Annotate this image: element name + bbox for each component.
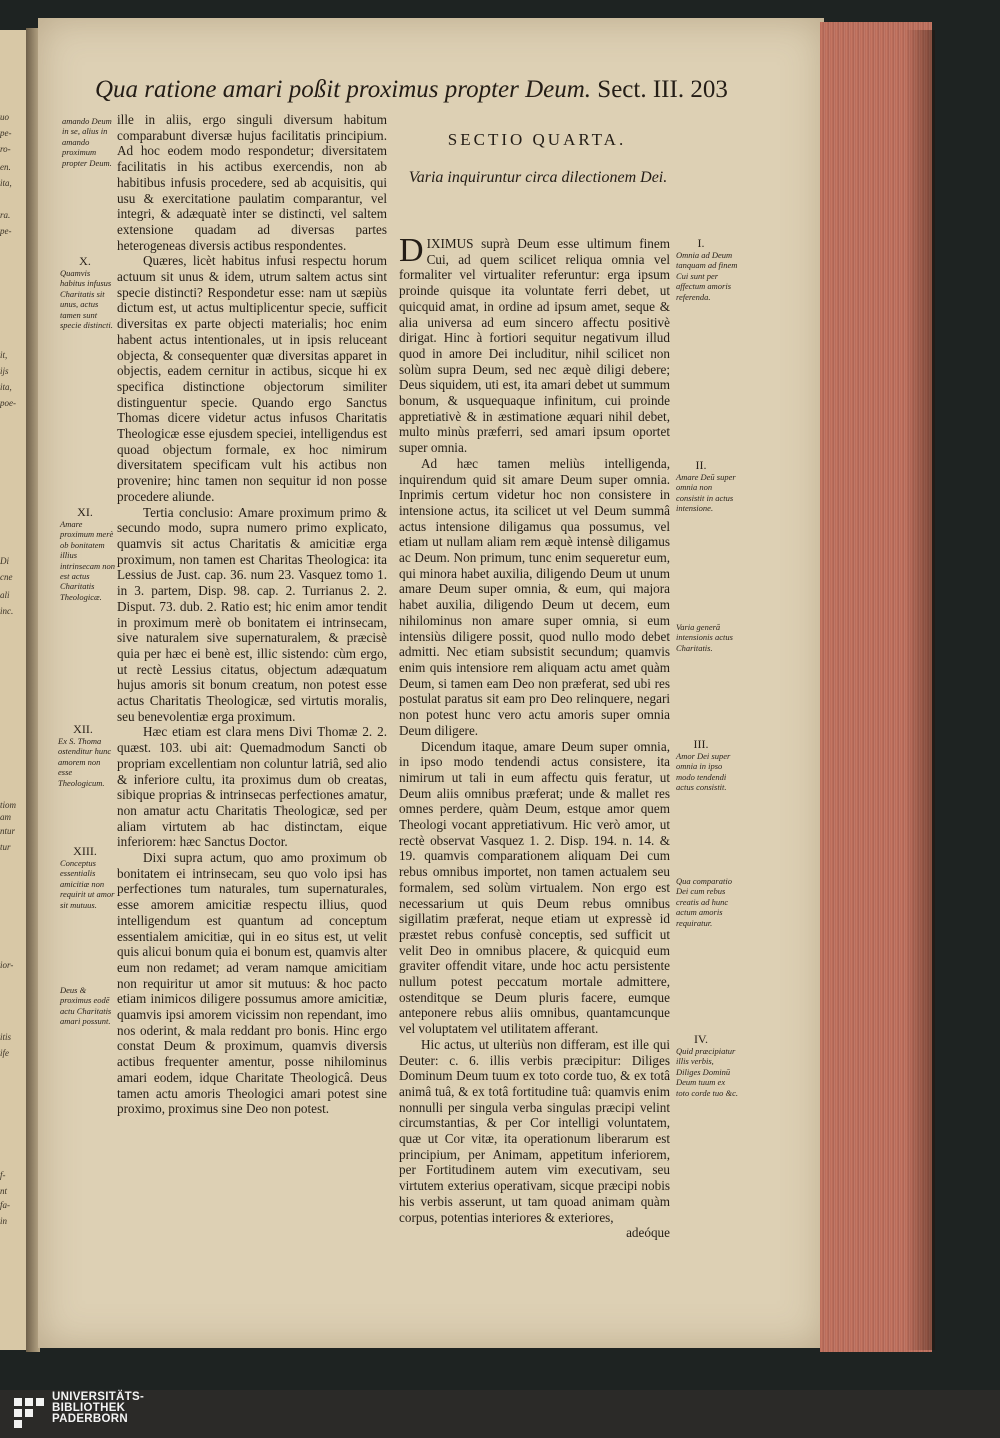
margin-note-number: XIII. — [73, 844, 97, 858]
left-page-fragment-text: cne — [0, 572, 13, 582]
left-page-fragment-text: pe- — [0, 128, 12, 138]
left-page-fragment-text: tur — [0, 842, 11, 852]
margin-note — [60, 844, 116, 910]
margin-note-text: Qua comparatio Dei cum rebus creatis ad hunc actum amoris requiratur. — [676, 876, 732, 928]
margin-note — [60, 254, 116, 330]
left-page-fragment-text: Di — [0, 556, 9, 566]
margin-note-number: III. — [693, 737, 709, 751]
margin-note-text: Amare proximum merè ob bonitatem illius intrinsecam non est actus Charitatis Theologicæ. — [60, 519, 116, 602]
left-page-fragment-text: in — [0, 1216, 8, 1226]
drop-cap: D — [399, 232, 424, 269]
margin-note-number: XI. — [77, 505, 93, 519]
left-text-column — [117, 112, 387, 1117]
left-page-fragment-text: f- — [0, 1170, 6, 1180]
margin-note — [676, 737, 738, 793]
margin-note-text: Conceptus essentialis amicitiæ non requirit ut amor sit mutuus. — [60, 858, 115, 910]
margin-note-text: Omnia ad Deum tanquam ad finem Cui sunt per affectum amoris referenda. — [676, 250, 738, 302]
margin-note — [62, 116, 116, 168]
library-logo-text — [52, 1392, 144, 1425]
margin-note-text: Ex S. Thoma ostenditur hunc amorem non esse Theologicum. — [58, 736, 112, 788]
paragraph: Dicendum itaque, amare Deum super omnia, in ipso modo tendendi actus consistere, ita nimirum ut tali in eum affectu quis feratur, ut Deum aliis omnibus præferat; unde & mallet res omnes perdere, quàm Deum, estque amor quem Theologi vocant appretiativum. Hic verò amor, ut rectè observat Vasquez 1. 2. Disp. 194. n. 14. & 19. quamvis comparationem aliquam Dei cum rebus omnibus importet, non tamen actualem seu formalem, sed solùm virtualem. Non ergo est necessarium ut quis Deum rebus omnibus sigillatim præferat, neque etiam ut expressè id præstet rebus confusè conceptis, sed sufficit ut velit Deo in omnibus placere, & quicquid eum graviter offendit vitare, unde hoc actu persistente nullum potest peccatum mortale admittere, ostenditque se Deum pluris facere, eumque anteponere rebus aliis omnibus, quantamcunque vel voluptatem vel utilitatem afferant. — [399, 738, 670, 1037]
left-page-fragment-text: itis — [0, 1032, 12, 1042]
margin-note-text: Amare Deū super omnia non consistit in actus intensione. — [676, 472, 736, 514]
paragraph: Dixi supra actum, quo amo proximum ob bonitatem ei intrinsecam, seu quo volo ipsi has perfectiones tum naturales, tum supernaturales, esse amorem amicitiæ respectu illius, quod intelligendum est quantum ad conceptum essentialem amicitiæ, qui in eo situs est, ut velit quis alicui bonum quia ei bonum est, quamvis alter eum non redamet; ad veram namque amicitiam non requiritur ut amor sit mutuus: & hoc pacto etiam inimicos diligere possumus amore amicitiæ, quamvis ipsi amorem vicissim non rependant, imo nos oderint, & mala reddant pro bonis. Hinc ergo constat Deum & proximum, quamvis diversis actibus frequenter amentur, posse nihilominus amari eodem, idque Charitate Theologicâ. Deus tamen actu amoris Theologici amari potest sine proximo, proximus sine Deo non potest. — [117, 850, 387, 1117]
paragraph: Hæc etiam est clara mens Divi Thomæ 2. 2. quæst. 103. ubi ait: Quemadmodum Sancti ob propriam excellentiam non coluntur latriâ, sed alio & inferiore cultu, ita proximus dum ob creatas, sibique proprias & intrinsecas perfectiones amatur, non amatur actu Charitatis Theologicæ, sed per aliam virtutem ab hac distinctam, eique inferiorem: hæc Sanctus Doctor. — [117, 724, 387, 850]
left-page-fragment-text: ife — [0, 1048, 9, 1058]
paragraph: ille in aliis, ergo singuli diversum habitum comparabunt diversæ hujus facilitatis principium. Ad hoc eodem modo respondetur; diversitatem facilitatis in his actibus exercendis, non ab habitibus infusis procedere, sed ab acquisitis, qui usu & exercitatione paulatim comparantur, vel integri, & adæquatè inter se distincti, vel saltem extensione quadam ad diversas partes heterogeneas diversis actibus respondentes. — [117, 112, 387, 253]
paragraph: Quæres, licèt habitus infusi respectu horum actuum sit unus & idem, utrum saltem actus sint specie distincti? Respondetur esse: nam ut sæpiùs dictum est, ut actus multiplicentur specie, sufficit diversitas ex parte objecti materialis; hoc enim habent actus intentionales, ut in ipsis reluceant objecta, & consequenter quæ diversitas apparet in objectis, eadem cernitur in actibus, sicque hi ex specifica distinctione objectorum similiter distinguentur specie. Quando ergo Sanctus Thomas dicere videtur actus infusos Charitatis Theologicæ esse ejusdem speciei, intelligendus est quoad objectum formale, ex hoc nimirum diversitatem specificam vult his actibus non provenire; hinc tamen non sequitur id non posse procedere aliunde. — [117, 253, 387, 504]
margin-note-text: Varia generā intensionis actus Charitatis. — [676, 622, 733, 653]
margin-note-number: II. — [695, 458, 707, 472]
margin-note-text: Amor Dei super omnia in ipso modo tendendi actus consistit. — [676, 751, 731, 793]
catchword: adeóque — [626, 1225, 670, 1241]
margin-note-text: Quamvis habitus infusus Charitatis sit unus, actus tamen sunt specie distincti. — [60, 268, 113, 331]
margin-note — [676, 876, 738, 928]
left-page-fragment-text: ior- — [0, 960, 14, 970]
logo-line: UNIVERSITÄTS- — [52, 1391, 145, 1403]
margin-note-number: XII. — [73, 722, 93, 736]
right-text-column — [399, 232, 670, 1241]
left-page-fragment-text: ro- — [0, 144, 11, 154]
paragraph — [399, 232, 670, 456]
left-page-fragment — [0, 30, 28, 1350]
margin-note-number: I. — [697, 236, 705, 250]
left-page-fragment-text: pe- — [0, 226, 12, 236]
left-page-fragment-text: tiom — [0, 800, 17, 810]
paragraph: Hic actus, ut ulteriùs non differam, est ille qui Deuter: c. 6. illis verbis præcipitur: Diliges Dominum Deum tuum ex toto corde tuo, & ex totâ animâ tuâ, & ex totâ fortitudine tuâ: quamvis enim nonnulli per singula verba singulas præcipi velint circumstantias, & per Cor intelligi voluntatem, quæ ut Cor vitæ, ita operationum liberarum est principium, per Animam, appetitum inferiorem, per Fortitudinem autem vim executivam, seu virtutem exterius operativam, sicque præcipi nobis his verbis asserunt, ut tam quoad animam quàm corpus, potentias interiores & exteriores, — [399, 1036, 670, 1225]
margin-note — [676, 1032, 738, 1098]
left-page-fragment-text: ntur — [0, 826, 16, 836]
logo-line: BIBLIOTHEK — [52, 1402, 126, 1414]
running-header — [95, 76, 728, 112]
margin-note — [676, 622, 738, 653]
margin-note — [58, 722, 116, 788]
margin-note — [60, 985, 116, 1027]
margin-note — [60, 505, 116, 602]
left-page-fragment-text: inc. — [0, 606, 14, 616]
left-page-fragment-text: ita, — [0, 382, 12, 392]
left-page-fragment-text: ali — [0, 590, 10, 600]
section-heading: SECTIO QUARTA. — [447, 130, 627, 149]
left-page-fragment-text: fa- — [0, 1200, 10, 1210]
library-logo-icon — [14, 1398, 44, 1430]
section-label: Sect. III. — [597, 76, 685, 103]
margin-note-number: X. — [79, 254, 91, 268]
margin-note-text: amando Deum in se, alius in amando proximum propter Deum. — [62, 116, 112, 168]
page-edge-shadow — [905, 30, 935, 1350]
margin-note — [676, 236, 738, 302]
running-title: Qua ratione amari poßit proximus propter Deum. — [95, 76, 592, 103]
paragraph-text: IXIMUS suprà Deum esse ultimum finem Cui, ad quem scilicet reliqua omnia vel formaliter vel virtualiter referuntur: erga ipsum proinde quisque ita voluntate ferri debet, ut quicquid amat, in ordine ad ipsum amet, seque & alia universa ad eum sincero affectu positivè dirigat. Hinc à fortiori sequitur negativum illud quod in amore Dei includitur, nihil scilicet non solùm supra Deum, sed nec æquè diligi debere; Deus siquidem, uti est, ita amari debet ut summum bonum, & usquequaque infinitum, cui proinde appretiativè & in æstimatione æquari nihil debet, multo minùs præferri, sed amari ipsum oportet super omnia. — [399, 236, 670, 456]
left-page-fragment-text: uo — [0, 112, 9, 122]
left-page-fragment-text: en. — [0, 162, 11, 172]
paragraph: Ad hæc tamen meliùs intelligenda, inquirendum quid sit amare Deum super omnia. Inprimis certum videtur hoc non consistere in intensione actus, ita scilicet ut vel Deum summâ actus intensione diligamus qua possumus, vel etiam ut nullam aliam rem æquè intensè diligamus ac Deum. Non primum, tunc enim sequeretur eum, qui minora habet auxilia, diligendo Deum ut unum amare Deum super omnia, & eum, qui majora habet auxilia, diligendo Deum ut decem, eum nihilominus non amare super omnia, si eum intensiùs diligere possit, quod nullo modo debet admitti. Nec etiam subsistit secundum; quamvis enim quis intensiore rem aliquam actu amet quàm Deum, si tamen eam Deo non præferat, sed ubi res postulat paratus sit eam pro Deo relinquere, negari non potest hunc vero actu amoris super omnia Deum diligere. — [399, 455, 670, 738]
left-page-fragment-text: ita, — [0, 178, 12, 188]
margin-note — [676, 458, 738, 514]
left-page-fragment-text: ijs — [0, 366, 9, 376]
left-page-fragment-text: it, — [0, 350, 8, 360]
left-page-fragment-text: ra. — [0, 210, 11, 220]
left-page-fragment-text: nt — [0, 1186, 8, 1196]
paragraph: Tertia conclusio: Amare proximum primo & secundo modo, supra numero primo explicato, quamvis sit actus Charitatis & amicitiæ erga proximum, non tamen est Charitas Theologica: ita Lessius de Just. cap. 36. num 23. Vasquez tomo 1. in 3. partem, Disp. 98. cap. 2. Turrianus 2. 2. Disput. 73. dub. 2. Ratio est; hic enim amor tendit in proximum merè ob bonitatem ei intrinsecam, sive naturalem sive supernaturalem, & præcisè quia per hæc ei benè est, illic sistendo: cùm ergo, ut rectè Lessius citatus, objectum adæquatum hujus amoris sit bonum creatum, non potest esse actus Charitatis Theologicæ, sed virtutis moralis, seu benevolentiæ erga proximum. — [117, 504, 387, 724]
section-subtitle: Varia inquiruntur circa dilectionem Dei. — [408, 169, 668, 186]
margin-note-text: Deus & proximus eodē actu Charitatis amari possunt. — [60, 985, 112, 1027]
margin-note-text: Quid præcipiatur illis verbis, Diliges Dominū Deum tuum ex toto corde tuo &c. — [676, 1046, 739, 1098]
library-footer — [0, 1390, 1000, 1438]
left-page-fragment-text: am — [0, 812, 11, 822]
logo-line: PADERBORN — [52, 1413, 128, 1425]
left-page-fragment-text: poe- — [0, 398, 16, 408]
margin-note-number: IV. — [693, 1032, 709, 1046]
page-number: 203 — [690, 76, 728, 103]
